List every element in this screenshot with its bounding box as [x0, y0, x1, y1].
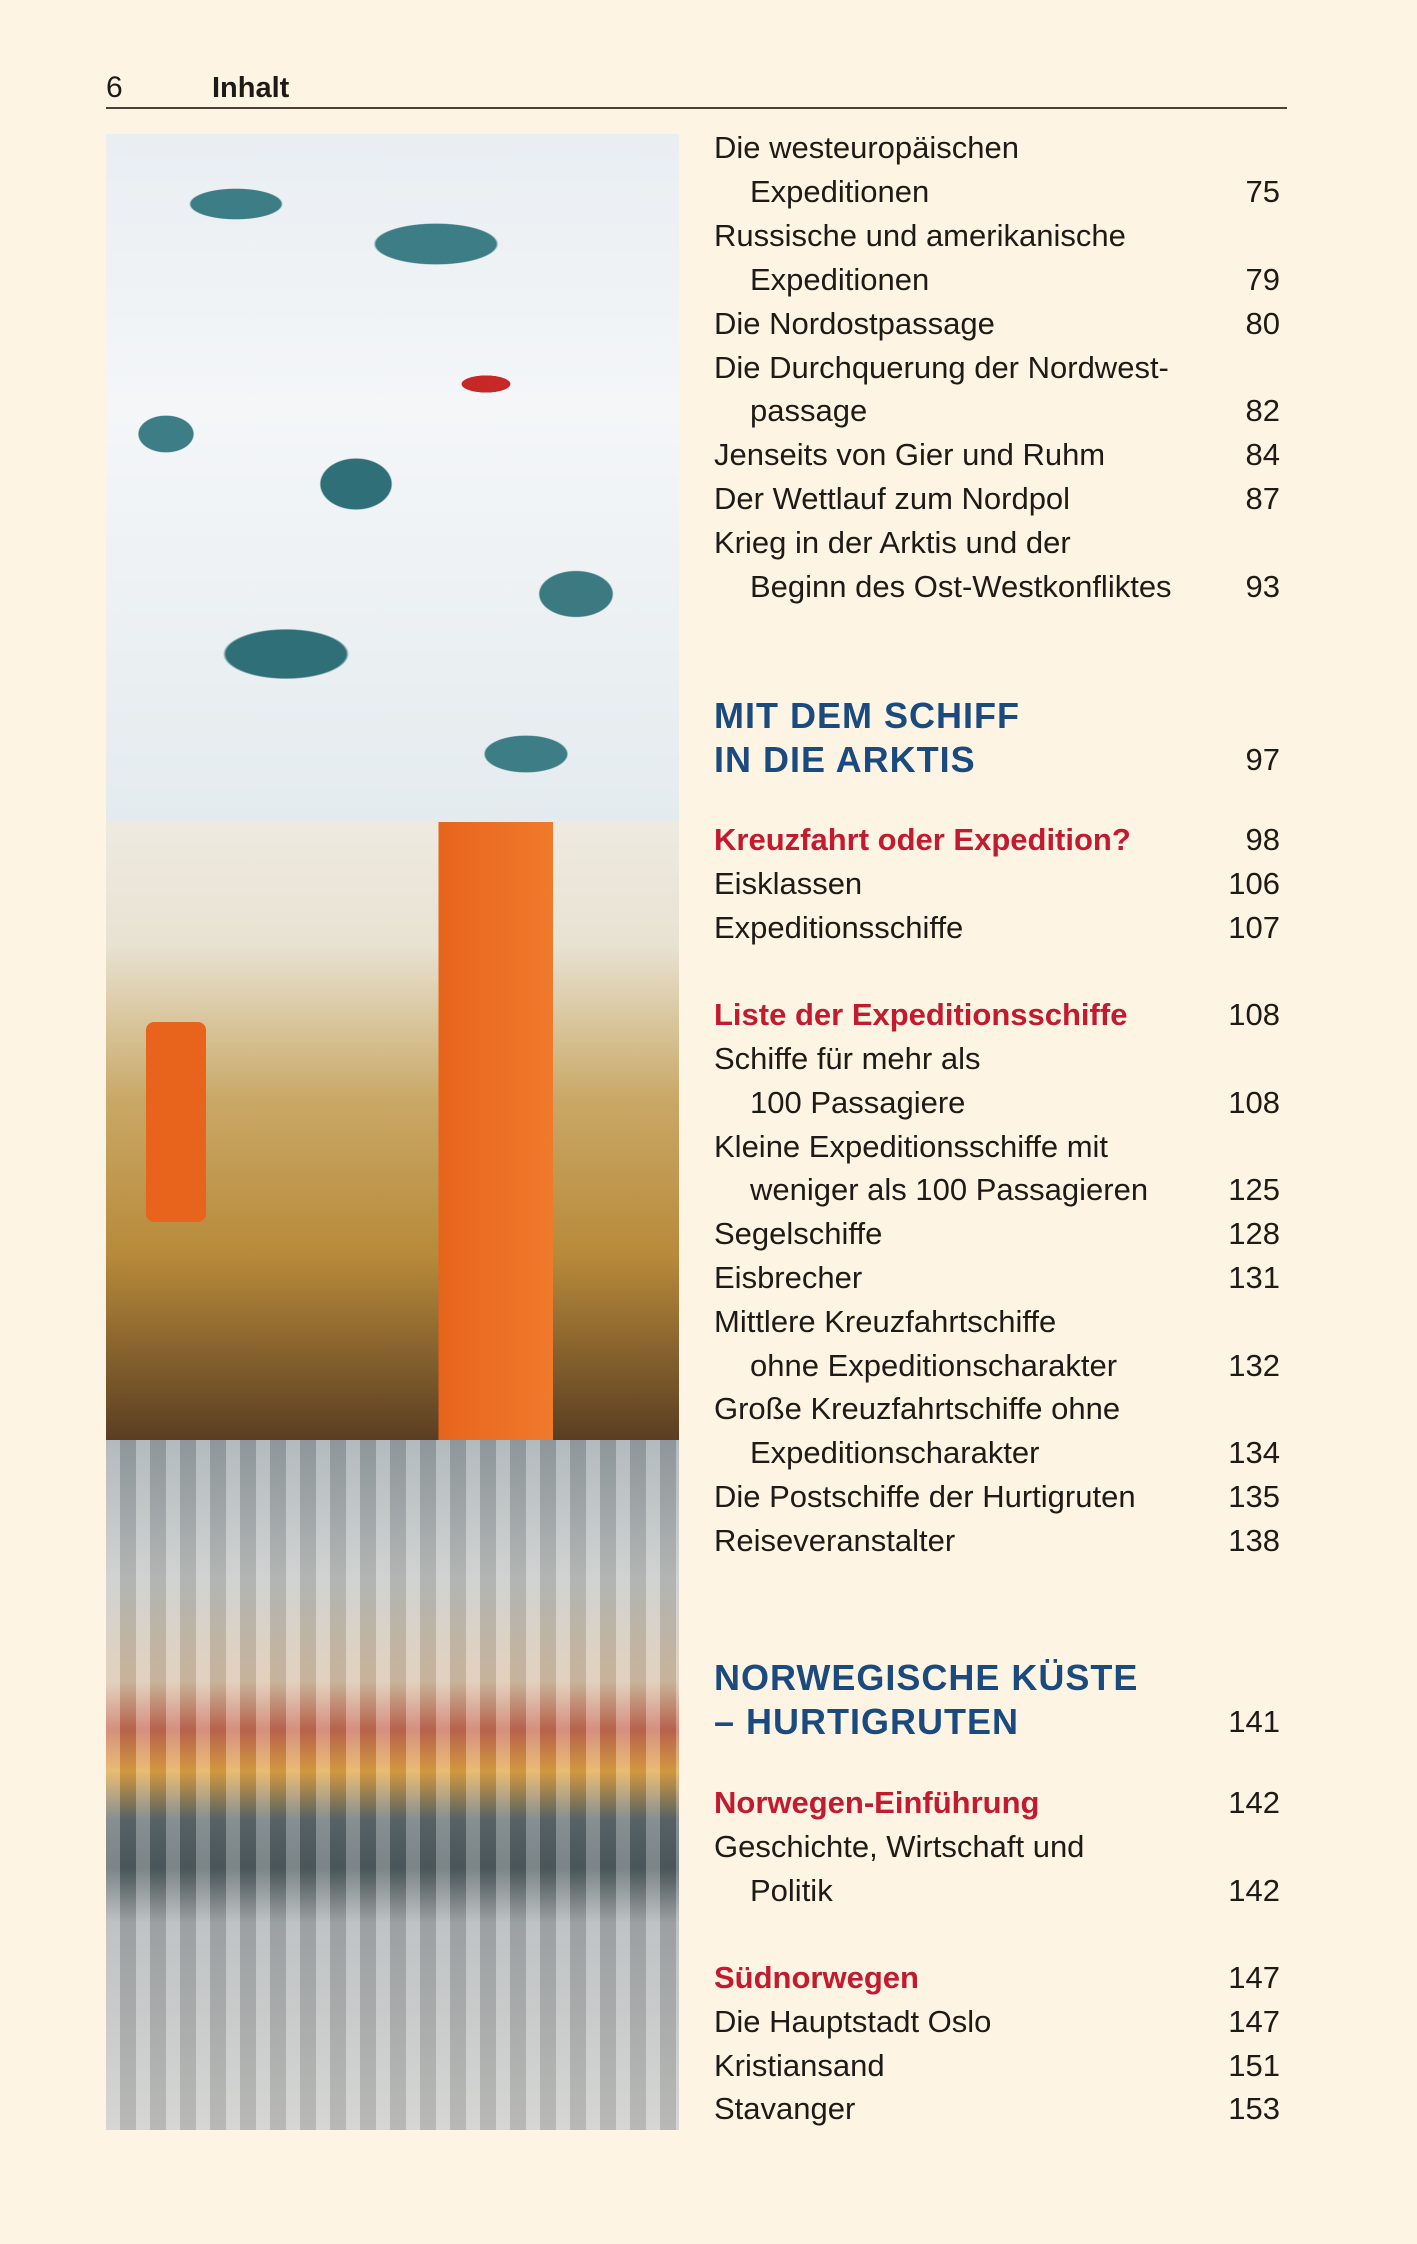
toc-entry-page: 80 [1245, 306, 1280, 341]
toc-entry [714, 1125, 1280, 1169]
toc-entry [714, 2000, 1280, 2044]
toc-entry-title: Kristiansand [714, 2048, 885, 2083]
toc-entry [714, 1519, 1280, 1563]
toc-entry [714, 477, 1280, 521]
toc-entry [714, 1300, 1280, 1344]
toc-entry-page: 138 [1228, 1523, 1280, 1558]
toc-entry-title: Kleine Expeditionsschiffe mit [714, 1129, 1109, 1164]
toc-entry-page: 147 [1228, 2004, 1280, 2039]
toc-entry [714, 1387, 1280, 1431]
toc-entry-page: 97 [1245, 742, 1280, 777]
toc-entry [714, 521, 1280, 565]
toc-entry [714, 862, 1280, 906]
toc-entry [714, 1344, 1280, 1388]
part-heading [714, 694, 1280, 738]
toc-entry-title: Die westeuropäischen [714, 130, 1020, 165]
toc-entry [714, 906, 1280, 950]
section-heading [714, 818, 1280, 862]
toc-entry-title: Russische und amerikanische [714, 218, 1126, 253]
part-heading [714, 1700, 1280, 1744]
section-heading [714, 1956, 1280, 2000]
toc-entry-title: Expeditionsschiffe [714, 910, 964, 945]
toc-entry [714, 2087, 1280, 2131]
toc-entry-title: Große Kreuzfahrtschiffe ohne [714, 1391, 1121, 1426]
toc-entry-title: passage [750, 393, 868, 428]
toc-entry-title: Die Durchquerung der Nordwest- [714, 350, 1169, 385]
toc-entry-title: Krieg in der Arktis und der [714, 525, 1071, 560]
toc-entry-page: 134 [1228, 1435, 1280, 1470]
toc-entry-page: 84 [1245, 437, 1280, 472]
toc-entry [714, 389, 1280, 433]
toc-entry [714, 1869, 1280, 1913]
toc-entry-page: 107 [1228, 910, 1280, 945]
icebreaker-in-pack-ice-photo [106, 134, 679, 822]
toc-entry-title: Eisbrecher [714, 1260, 863, 1295]
part-heading [714, 1656, 1280, 1700]
toc-entry-page: 135 [1228, 1479, 1280, 1514]
toc-entry [714, 1081, 1280, 1125]
toc-entry-title: – HURTIGRUTEN [714, 1701, 1020, 1742]
toc-entry-title: Der Wettlauf zum Nordpol [714, 481, 1071, 516]
toc-entry-title: Expeditionen [750, 174, 930, 209]
toc-entry-title: weniger als 100 Passagieren [750, 1172, 1149, 1207]
toc-entry-title: Eisklassen [714, 866, 863, 901]
toc-entry [714, 1825, 1280, 1869]
toc-entry [714, 565, 1280, 609]
toc-entry [714, 126, 1280, 170]
toc-entry-title: Schiffe für mehr als [714, 1041, 981, 1076]
toc-entry-title: IN DIE ARKTIS [714, 739, 976, 780]
toc-entry-page: 151 [1228, 2048, 1280, 2083]
toc-entry-page: 75 [1245, 174, 1280, 209]
toc-entry-title: Südnorwegen [714, 1960, 919, 1995]
toc-entry-page: 141 [1228, 1704, 1280, 1739]
toc-entry-title: Expeditionen [750, 262, 930, 297]
toc-entry [714, 170, 1280, 214]
toc-entry-title: Politik [750, 1873, 833, 1908]
alesund-town-aerial-photo [106, 1440, 679, 2130]
toc-entry-title: 100 Passagiere [750, 1085, 966, 1120]
toc-entry [714, 214, 1280, 258]
toc-entry-page: 153 [1228, 2091, 1280, 2126]
toc-entry-page: 131 [1228, 1260, 1280, 1295]
sailing-ship-deck-photo [106, 822, 679, 1440]
section-heading [714, 1781, 1280, 1825]
toc-entry-page: 106 [1228, 866, 1280, 901]
toc-entry [714, 1168, 1280, 1212]
part-heading [714, 738, 1280, 782]
toc-entry [714, 1475, 1280, 1519]
page-title: Inhalt [212, 72, 290, 104]
toc-entry [714, 1256, 1280, 1300]
toc-entry-title: Stavanger [714, 2091, 856, 2126]
toc-entry-title: Mittlere Kreuzfahrtschiffe [714, 1304, 1057, 1339]
toc-entry-page: 108 [1228, 997, 1280, 1032]
toc-entry-title: Reiseveranstalter [714, 1523, 956, 1558]
toc-entry-page: 79 [1245, 262, 1280, 297]
toc-entry-title: Die Hauptstadt Oslo [714, 2004, 992, 2039]
toc-entry [714, 1037, 1280, 1081]
section-heading [714, 993, 1280, 1037]
toc-entry [714, 258, 1280, 302]
toc-entry-title: Norwegen-Einführung [714, 1785, 1040, 1820]
toc-entry-page: 93 [1245, 569, 1280, 604]
toc-entry-page: 98 [1245, 822, 1280, 857]
toc-entry-title: Kreuzfahrt oder Expedition? [714, 822, 1131, 857]
toc-entry-title: Jenseits von Gier und Ruhm [714, 437, 1106, 472]
toc-entry-title: ohne Expeditionscharakter [750, 1348, 1118, 1383]
toc-entry-page: 132 [1228, 1348, 1280, 1383]
toc-entry-title: Expeditionscharakter [750, 1435, 1040, 1470]
toc-entry-title: Die Postschiffe der Hurtigruten [714, 1479, 1136, 1514]
toc-entry-title: Geschichte, Wirtschaft und [714, 1829, 1085, 1864]
toc-entry-title: Die Nordostpassage [714, 306, 995, 341]
toc-entry [714, 302, 1280, 346]
toc-entry-page: 87 [1245, 481, 1280, 516]
toc-entry-title: MIT DEM SCHIFF [714, 695, 1020, 736]
header-rule [106, 107, 1287, 109]
toc-entry-page: 142 [1228, 1873, 1280, 1908]
toc-entry-title: NORWEGISCHE KÜSTE [714, 1657, 1139, 1698]
toc-entry [714, 1431, 1280, 1475]
toc-entry [714, 1212, 1280, 1256]
toc-entry [714, 433, 1280, 477]
toc-entry [714, 346, 1280, 390]
toc-entry-title: Beginn des Ost-Westkonfliktes [750, 569, 1172, 604]
toc-entry-title: Liste der Expeditionsschiffe [714, 997, 1128, 1032]
toc-entry-title: Segelschiffe [714, 1216, 883, 1251]
toc-entry-page: 125 [1228, 1172, 1280, 1207]
toc-entry-page: 142 [1228, 1785, 1280, 1820]
toc-entry [714, 2044, 1280, 2088]
toc-entry-page: 108 [1228, 1085, 1280, 1120]
toc-entry-page: 128 [1228, 1216, 1280, 1251]
toc-entry-page: 82 [1245, 393, 1280, 428]
toc-entry-page: 147 [1228, 1960, 1280, 1995]
page-number: 6 [106, 71, 123, 104]
